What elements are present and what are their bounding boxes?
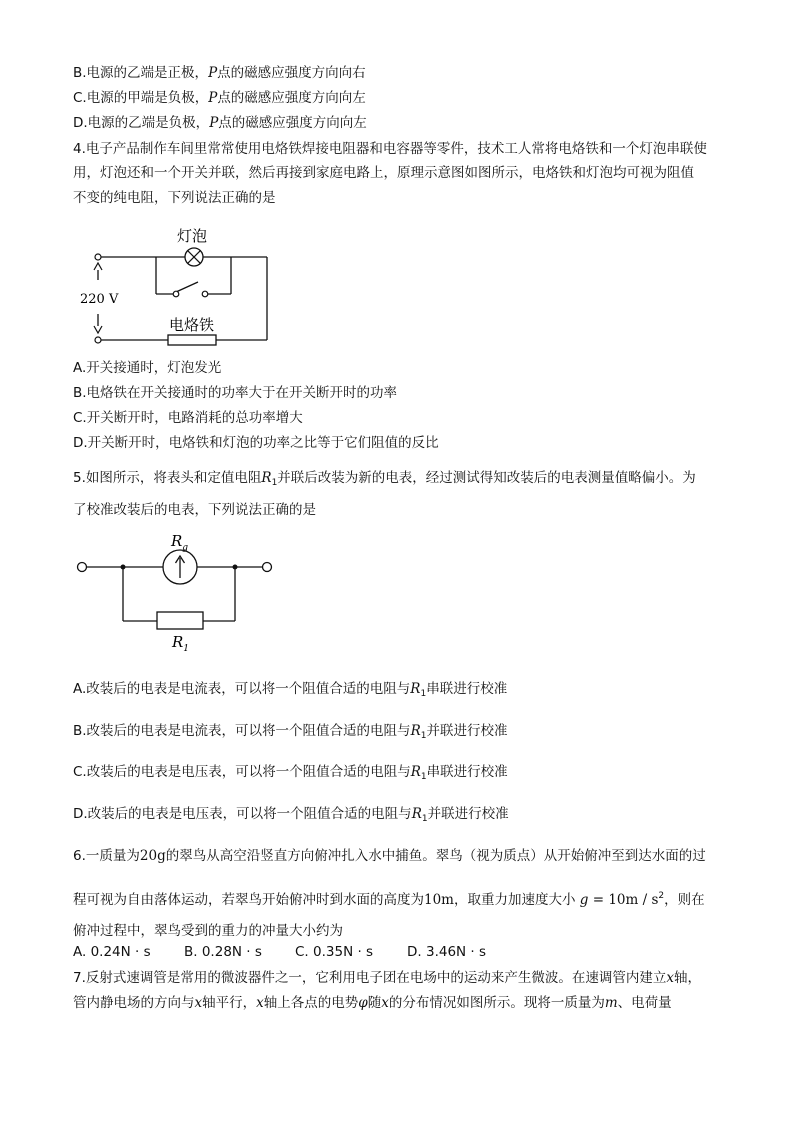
q4-stem-line-3: 不变的纯电阻，下列说法正确的是 bbox=[73, 190, 276, 206]
switch-icon bbox=[173, 291, 208, 297]
q6-stem-line-1: 6.一质量为20g的翠鸟从高空沿竖直方向俯冲扎入水中捕鱼。翠鸟（视为质点）从开始俯冲至到达水面的过 bbox=[73, 848, 706, 864]
q5-meter-circuit-figure bbox=[68, 532, 283, 657]
q5-stem-line-1: 5.如图所示，将表头和定值电阻$R_1$并联后改装为新的电表，经过测试得知改装后的电表测量值略偏小。为 bbox=[73, 470, 696, 488]
q5-option-a: A.改装后的电表是电流表，可以将一个阻值合适的电阻与$R_1$串联进行校准 bbox=[73, 681, 508, 699]
q7-stem-line-2: 管内静电场的方向与x轴平行，x轴上各点的电势φ随x的分布情况如图所示。现将一质量为m、电荷量 bbox=[73, 995, 672, 1011]
q4-option-c: C.开关断开时，电路消耗的总功率增大 bbox=[73, 410, 303, 426]
q3-option-c: C.电源的甲端是负极，P点的磁感应强度方向向左 bbox=[73, 90, 366, 106]
terminal-right bbox=[263, 563, 272, 572]
shunt-resistor-icon bbox=[157, 612, 203, 629]
terminal-bottom bbox=[95, 337, 101, 343]
q7-stem-line-1: 7.反射式速调管是常用的微波器件之一，它利用电子团在电场中的运动来产生微波。在速调管内建立x轴， bbox=[73, 970, 702, 986]
q3-option-b: B.电源的乙端是正极，P点的磁感应强度方向向右 bbox=[73, 65, 366, 81]
galvanometer-icon bbox=[163, 550, 197, 584]
soldering-iron-resistor-icon bbox=[168, 335, 216, 345]
q6-option-d: D. 3.46N · s bbox=[407, 944, 487, 960]
bulb-icon bbox=[185, 248, 203, 266]
q4-option-d: D.开关断开时，电烙铁和灯泡的功率之比等于它们阻值的反比 bbox=[73, 435, 439, 451]
q6-option-b: B. 0.28N · s bbox=[184, 944, 262, 960]
q5-stem-line-2: 了校准改装后的电表，下列说法正确的是 bbox=[73, 502, 316, 518]
voltage-label: 220 V bbox=[80, 292, 119, 307]
bulb-label: 灯泡 bbox=[177, 227, 208, 245]
q3-option-d: D.电源的乙端是负极，P点的磁感应强度方向向左 bbox=[73, 115, 367, 131]
junction-right bbox=[233, 565, 238, 570]
soldering-iron-label: 电烙铁 bbox=[169, 316, 215, 334]
q4-option-a: A.开关接通时，灯泡发光 bbox=[73, 360, 222, 376]
q4-option-b: B.电烙铁在开关接通时的功率大于在开关断开时的功率 bbox=[73, 385, 398, 401]
q6-stem-line-2: 程可视为自由落体运动，若翠鸟开始俯冲时到水面的高度为10m，取重力加速度大小 $g = 10m / s^2$，则在 bbox=[73, 891, 705, 908]
q4-stem-line-1: 4.电子产品制作车间里常常使用电烙铁焊接电阻器和电容器等零件，技术工人常将电烙铁和一个灯泡串联使 bbox=[73, 141, 707, 157]
r1-label: $R_1$ bbox=[172, 633, 190, 654]
q4-stem-line-2: 用，灯泡还和一个开关并联，然后再接到家庭电路上，原理示意图如图所示，电烙铁和灯泡均可视为阻值 bbox=[73, 165, 694, 181]
q6-stem-line-3: 俯冲过程中，翠鸟受到的重力的冲量大小约为 bbox=[73, 923, 343, 939]
q6-option-a: A. 0.24N · s bbox=[73, 944, 151, 960]
terminal-left bbox=[78, 563, 87, 572]
q5-option-d: D.改装后的电表是电压表，可以将一个阻值合适的电阻与$R_1$并联进行校准 bbox=[73, 806, 509, 824]
q5-option-b: B.改装后的电表是电流表，可以将一个阻值合适的电阻与$R_1$并联进行校准 bbox=[73, 723, 508, 741]
q6-option-c: C. 0.35N · s bbox=[295, 944, 374, 960]
terminal-top bbox=[95, 254, 101, 260]
q4-circuit-figure bbox=[80, 222, 280, 347]
rg-label: $R_g$ bbox=[171, 532, 189, 553]
junction-left bbox=[121, 565, 126, 570]
q5-option-c: C.改装后的电表是电压表，可以将一个阻值合适的电阻与$R_1$串联进行校准 bbox=[73, 764, 508, 782]
